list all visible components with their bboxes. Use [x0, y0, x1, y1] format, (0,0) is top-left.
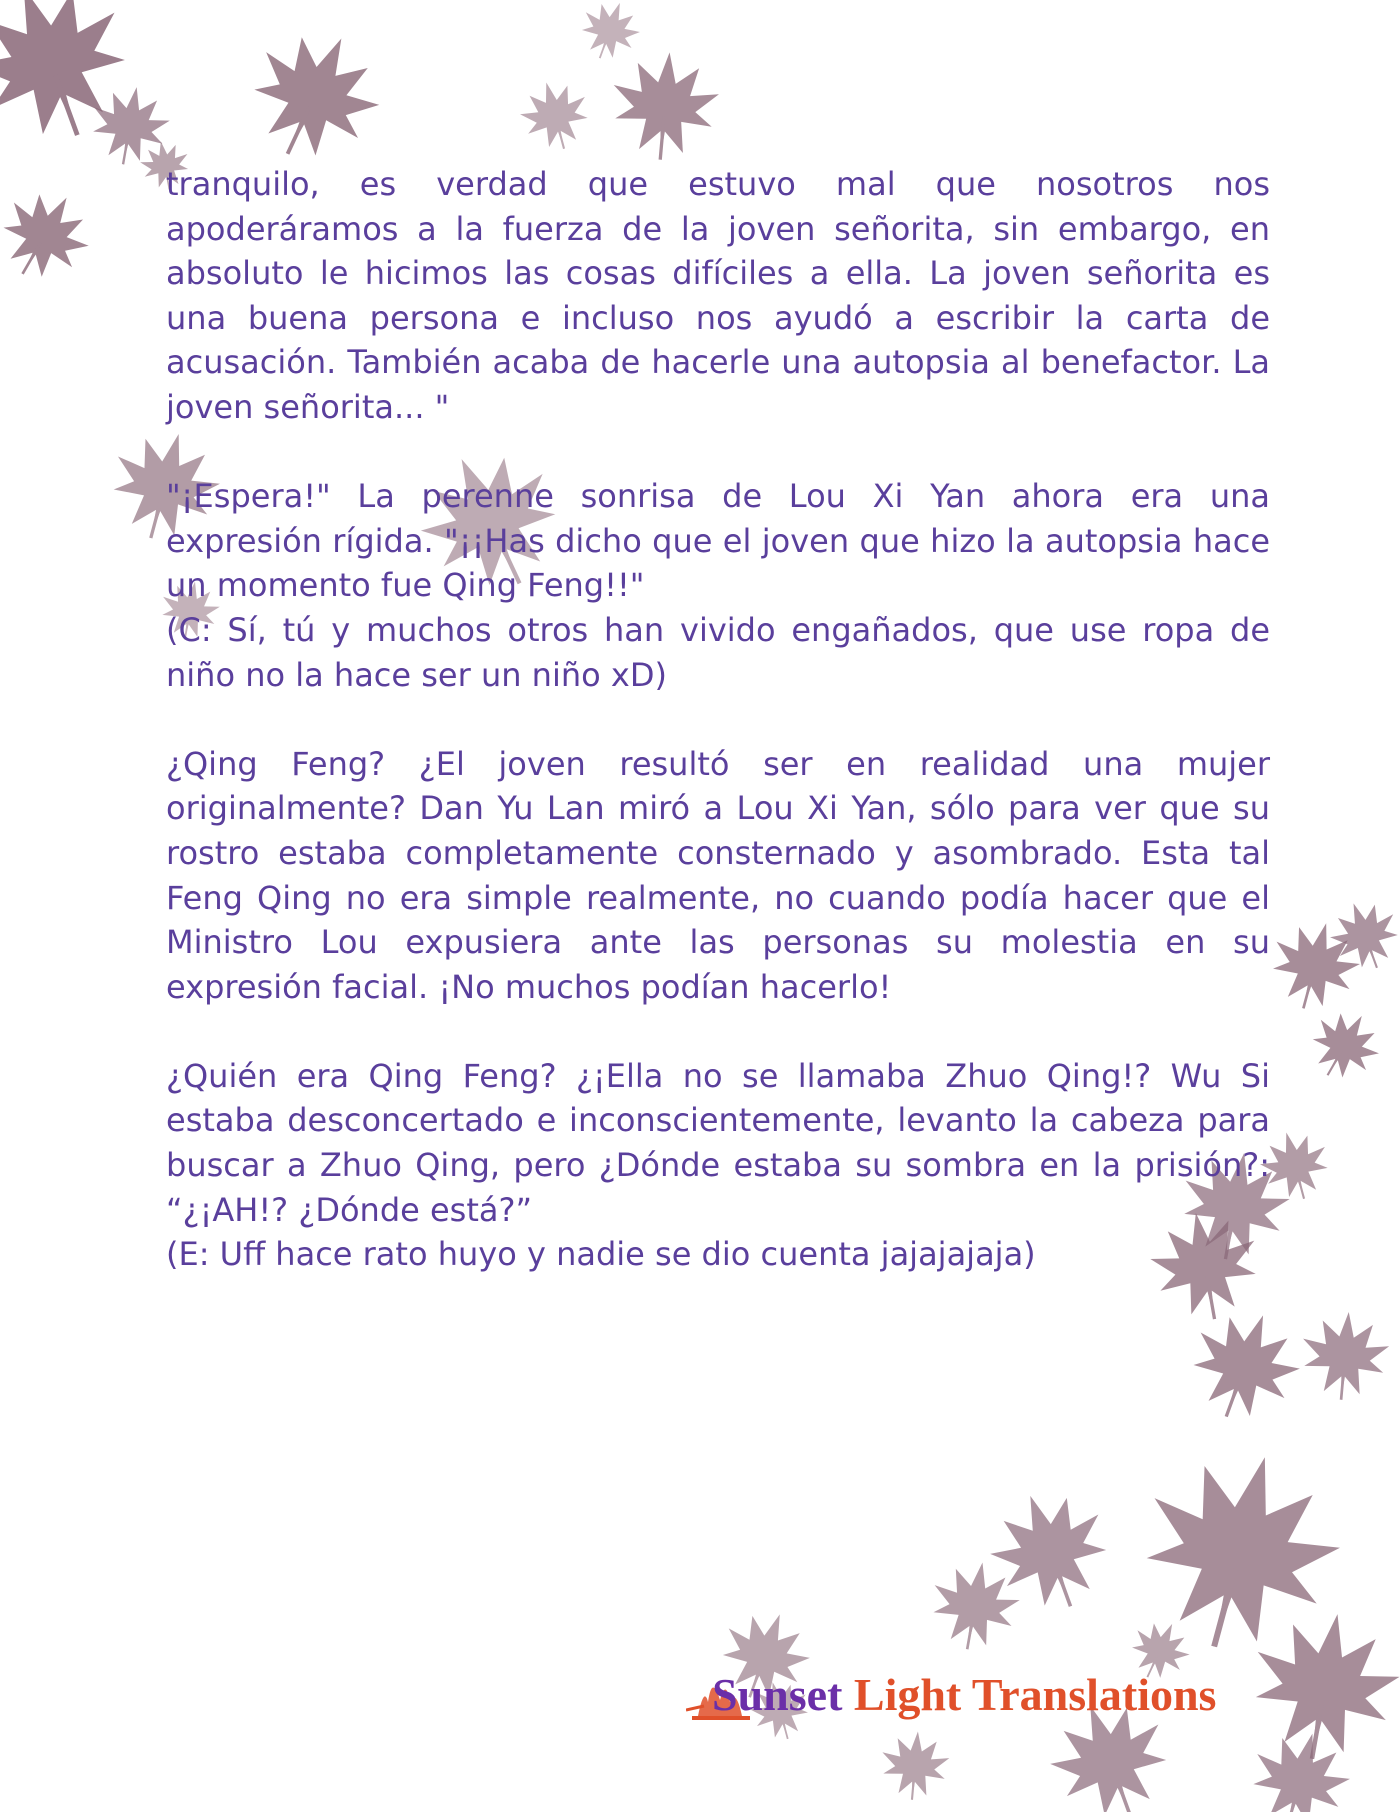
maple-leaf-icon [512, 72, 598, 158]
sunset-light-translations-logo [700, 1666, 1280, 1726]
maple-leaf-icon [1296, 1306, 1394, 1404]
editor-note: (E: Uff hace rato huyo y nadie se dio cuenta jajajajaja) [166, 1235, 1036, 1274]
logo-word-sun: Sun [712, 1669, 789, 1720]
story-text [166, 162, 1270, 1277]
maple-leaf-icon [0, 174, 106, 297]
maple-leaf-icon [1297, 997, 1393, 1093]
logo-word-set: set [788, 1669, 843, 1720]
maple-leaf-icon [605, 45, 724, 164]
paragraph-line: "¡Espera!" La perenne sonrisa de Lou Xi Yan ahora era una expresión rígida. "¡¡Has dicho que el joven que hizo la autopsia hace un momento fue Qing Feng!!" [166, 477, 1270, 605]
maple-leaf-icon [877, 1727, 953, 1803]
paragraph-1 [166, 162, 1270, 430]
maple-leaf-icon [923, 1553, 1027, 1657]
paragraph-line: tranquilo, es verdad que estuvo mal que nosotros nos apoderáramos a la fuerza de la joven señorita, sin embargo, en absoluto le hicimos las cosas difíciles a ella. La joven señorita es una buena persona e incluso nos ayudó a escribir la carta de acusación. También acaba de hacerle una autopsia al benefactor. La joven señorita... " [166, 165, 1270, 426]
paragraph-line: ¿Qing Feng? ¿El joven resultó ser en realidad una mujer originalmente? Dan Yu Lan miró a Lou Xi Yan, sólo para ver que su rostro estaba completamente consternado y asombrado. Esta tal Feng Qing no era simple realmente, no cuando podía hacer que el Ministro Lou expusiera ante las personas su molestia en su expresión facial. ¡No muchos podían hacerlo! [166, 744, 1270, 1006]
translator-note: (C: Sí, tú y muchos otros han vivido engañados, que use ropa de niño no la hace ser un niño xD) [166, 610, 1270, 694]
paragraph-2 [166, 474, 1270, 697]
logo-words-light-translations: Light Translations [842, 1669, 1217, 1720]
paragraph-4 [166, 1054, 1270, 1277]
paragraph-line: ¿Quién era Qing Feng? ¿¡Ella no se llamaba Zhuo Qing!? Wu Si estaba desconcertado e inconscientemente, levanto la cabeza para buscar a Zhuo Qing, pero ¿Dónde estaba su sombra en la prisión?: “¿¡AH!? ¿Dónde está?” [166, 1056, 1270, 1229]
paragraph-3 [166, 742, 1270, 1010]
maple-leaf-icon [229, 9, 402, 182]
